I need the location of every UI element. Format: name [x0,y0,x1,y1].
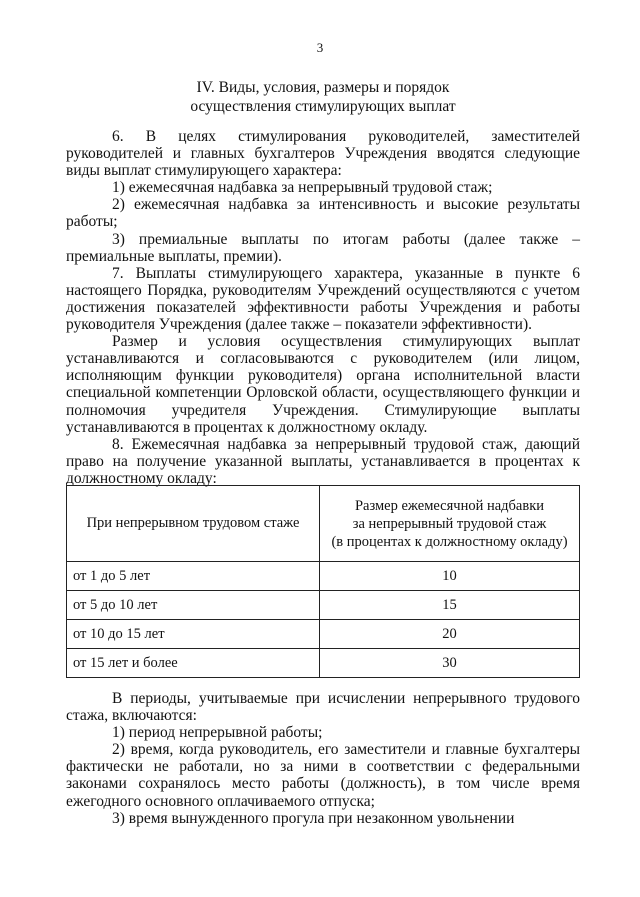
header-col2-line-3: (в процентах к должностному окладу) [331,533,568,550]
table-cell-period: от 10 до 15 лет [67,620,320,649]
table-header-col-period: При непрерывном трудовом стаже [67,486,320,562]
header-col2-line-2: за непрерывный трудовой стаж [352,515,547,532]
heading-line-1: IV. Виды, условия, размеры и порядок [196,79,450,96]
paragraph-6: 6. В целях стимулирования руководителей, заместителей руководителей и главных бухгалтеров Учреждения вводятся следующие виды выплат стимулирующего характера: [66,128,580,180]
list-item-3: 3) премиальные выплаты по итогам работы (далее также – премиальные выплаты, премии). [66,230,580,265]
table-cell-percent: 10 [320,562,580,591]
page-number: 3 [316,40,324,55]
paragraph-7: 7. Выплаты стимулирующего характера, указанные в пункте 6 настоящего Порядка, руководителям Учреждений осуществляются с учетом достижения показателей эффективности работы Учреждения и работы руководителя Учреждения (далее также – показатели эффективности). [66,264,580,334]
paragraph-size-conditions: Размер и условия осуществления стимулирующих выплат устанавливаются и согласовываются с руководителем (или лицом, исполняющим функции руководителя) органа исполнительной власти специальной компетенции Орловской области, осуществляющего функции и полномочия учредителя Учреждения. Стимулирующие выплаты устанавливаются в процентах к должностному окладу. [66,333,580,436]
table-header-col-percent [320,486,580,562]
periods-item-1: 1) период непрерывной работы; [112,724,323,742]
section-heading [66,78,580,116]
periods-item-2: 2) время, когда руководитель, его заместители и главные бухгалтеры фактически не работали, но за ними в соответствии с федеральными законами сохранялось место работы (должность), в том числе время ежегодного основного оплачиваемого отпуска; [66,741,580,810]
table-row [67,649,580,678]
table-row [67,620,580,649]
table-cell-percent: 15 [320,591,580,620]
list-item-1: 1) ежемесячная надбавка за непрерывный трудовой стаж; [112,179,493,197]
paragraph-8: 8. Ежемесячная надбавка за непрерывный трудовой стаж, дающий право на получение указанной выплаты, устанавливается в процентах к должностному окладу: [66,435,580,487]
table-cell-period: от 15 лет и более [67,649,320,678]
paragraph-periods: В периоды, учитываемые при исчислении непрерывного трудового стажа, включаются: [66,690,580,725]
heading-line-2: осуществления стимулирующих выплат [190,98,456,115]
header-col2-line-1: Размер ежемесячной надбавки [354,497,544,514]
table-header-row [67,486,580,562]
table-row [67,562,580,591]
seniority-bonus-table [66,485,580,678]
table-row [67,591,580,620]
table-cell-percent: 30 [320,649,580,678]
body-text-before-table [66,128,580,487]
list-item-2: 2) ежемесячная надбавка за интенсивность и высокие результаты работы; [66,196,580,231]
body-text-after-table [66,690,580,827]
table-cell-period: от 5 до 10 лет [67,591,320,620]
periods-item-3: 3) время вынужденного прогула при незаконном увольнении [112,809,515,827]
table-cell-percent: 20 [320,620,580,649]
table-cell-period: от 1 до 5 лет [67,562,320,591]
